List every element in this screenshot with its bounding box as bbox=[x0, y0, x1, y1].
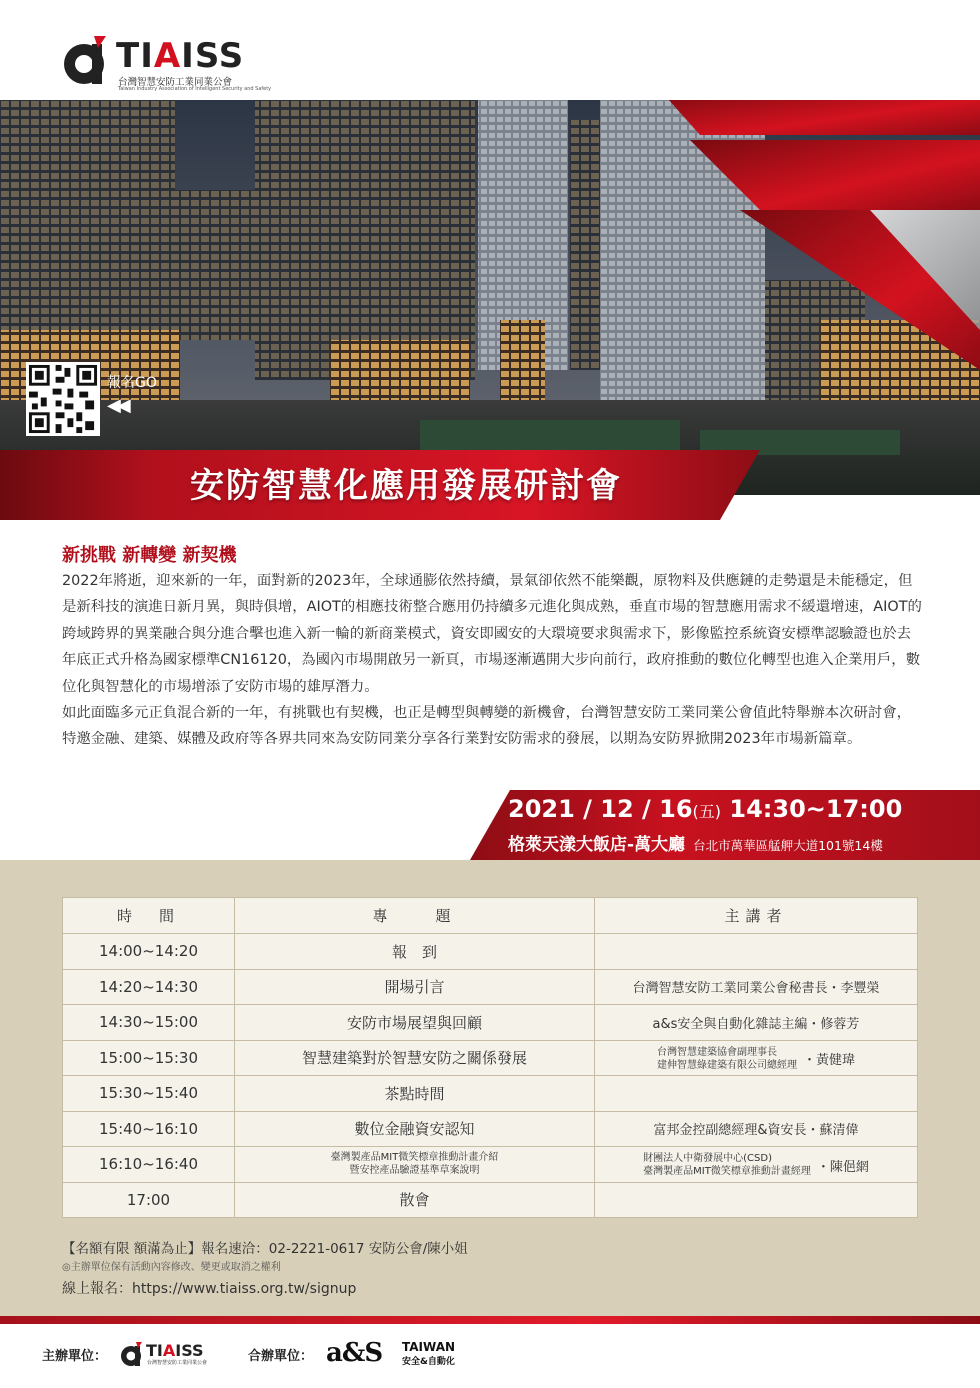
event-time: 14:30~17:00 bbox=[729, 795, 903, 823]
table-row bbox=[63, 1005, 918, 1041]
row-speaker: 富邦金控副總經理&資安長・蘇清偉 bbox=[595, 1111, 918, 1147]
row-topic: 報 到 bbox=[235, 934, 595, 970]
row-topic: 散會 bbox=[235, 1182, 595, 1218]
as-logo-subtitle: 安全&自動化 bbox=[402, 1357, 455, 1367]
tiaiss-logo-mark-icon bbox=[118, 1341, 146, 1367]
schedule-table bbox=[62, 897, 918, 1218]
intro-paragraph: 2022年將逝，迎來新的一年，面對新的2023年，全球通膨依然持續，景氣卻依然不能樂觀，原物料及供應鏈的走勢還是未能穩定，但是新科技的演進日新月異，與時俱增，AIOT的相應技術整合應用仍持續多元進化與成熟，垂直市場的智慧應用需求不緩還增速，AIOT的跨域跨界的異業融合與分進合擊也進入新一輪的新商業模式，資安即國安的大環境要求與需求下，影像監控系統資安標準認驗證也於去年底正式升格為國家標準CN16120，為國內市場開啟另一新頁，市場逐漸邁開大步向前行，政府推動的數位化轉型也進入企業用戶，數位化與智慧化的市場增添了安防市場的雄厚潛力。 bbox=[62, 573, 922, 695]
event-venue bbox=[508, 830, 883, 855]
row-speaker bbox=[595, 1147, 918, 1183]
row-speaker: a&s安全與自動化雜誌主編・修蓉芳 bbox=[595, 1005, 918, 1041]
logo-chinese-name: 台灣智慧安防工業同業公會 bbox=[118, 77, 233, 88]
venue-address: 台北市萬華區艋舺大道101號14樓 bbox=[693, 838, 883, 853]
speaker-name: ・陳俋網 bbox=[816, 1159, 869, 1175]
table-row bbox=[63, 1182, 918, 1218]
table-row bbox=[63, 934, 918, 970]
table-row bbox=[63, 969, 918, 1005]
table-row bbox=[63, 1040, 918, 1076]
registration-go-label: 報名GO bbox=[107, 375, 157, 391]
column-header-speaker: 主講者 bbox=[595, 898, 918, 934]
as-logo-mark: a&S bbox=[326, 1338, 383, 1368]
row-speaker: 台灣智慧安防工業同業公會秘書長・李豐榮 bbox=[595, 969, 918, 1005]
registration-contact-note: 【名額有限 額滿為止】報名速洽：02-2221-0617 安防公會/陳小姐 bbox=[62, 1241, 468, 1257]
logo-wordmark: TIAISS bbox=[116, 36, 245, 76]
footer-divider bbox=[0, 1316, 980, 1324]
column-header-topic: 專 題 bbox=[235, 898, 595, 934]
table-header-row bbox=[63, 898, 918, 934]
logo-english-name: Taiwan Industry Association of Intelligent Security and Safety bbox=[118, 86, 272, 92]
row-topic: 智慧建築對於智慧安防之關係發展 bbox=[235, 1040, 595, 1076]
row-topic: 開場引言 bbox=[235, 969, 595, 1005]
intro-paragraph: 如此面臨多元正負混合新的一年，有挑戰也有契機，也正是轉型與轉變的新機會，台灣智慧安防工業同業公會值此特舉辦本次研討會，特邀金融、建築、媒體及政府等各界共同來為安防同業分享各行業對安防需求的發展，以期為安防界掀開2023年市場新篇章。 bbox=[62, 705, 912, 748]
host-logo-chinese-name: 台灣智慧安防工業同業公會 bbox=[147, 1360, 208, 1366]
hero-cityscape-image bbox=[0, 100, 980, 495]
speaker-title-line: 台灣智慧建築協會副理事長 bbox=[656, 1046, 777, 1058]
row-time: 14:20~14:30 bbox=[63, 969, 235, 1005]
host-tiaiss-logo bbox=[118, 1341, 210, 1369]
speaker-title-line: 財團法人中衛發展中心(CSD) bbox=[643, 1153, 772, 1165]
double-left-arrow-icon: ◀◀ bbox=[107, 395, 127, 416]
co-organizer-as-logo bbox=[326, 1338, 466, 1368]
table-row bbox=[63, 1076, 918, 1112]
row-time: 16:10~16:40 bbox=[63, 1147, 235, 1183]
speaker-title-line: 臺灣製產品MIT微笑標章推動計畫經理 bbox=[643, 1166, 811, 1178]
row-time: 15:00~15:30 bbox=[63, 1040, 235, 1076]
row-speaker bbox=[595, 1076, 918, 1112]
online-registration-link[interactable]: 線上報名：https://www.tiaiss.org.tw/signup bbox=[62, 1281, 357, 1297]
row-time: 14:00~14:20 bbox=[63, 934, 235, 970]
row-speaker bbox=[595, 1182, 918, 1218]
row-topic: 安防市場展望與回顧 bbox=[235, 1005, 595, 1041]
row-speaker bbox=[595, 934, 918, 970]
event-title: 安防智慧化應用發展研討會 bbox=[190, 466, 622, 506]
row-time: 15:30~15:40 bbox=[63, 1076, 235, 1112]
event-subtitle: 新挑戰 新轉變 新契機 bbox=[62, 545, 237, 566]
table-row bbox=[63, 1147, 918, 1183]
host-logo-wordmark: TIAISS bbox=[146, 1341, 204, 1360]
row-time: 14:30~15:00 bbox=[63, 1005, 235, 1041]
row-speaker bbox=[595, 1040, 918, 1076]
tiaiss-logo-mark-icon bbox=[58, 34, 114, 86]
registration-qr-code[interactable] bbox=[26, 362, 100, 436]
speaker-name: ・黃健瑋 bbox=[802, 1053, 855, 1069]
tiaiss-logo bbox=[58, 34, 272, 92]
event-datetime bbox=[508, 795, 902, 823]
co-organizer-label: 合辦單位： bbox=[248, 1349, 314, 1364]
row-topic: 數位金融資安認知 bbox=[235, 1111, 595, 1147]
organizer-rights-note: ◎主辦單位保有活動內容修改、變更或取消之權利 bbox=[62, 1262, 281, 1273]
table-row bbox=[63, 1111, 918, 1147]
intro-text bbox=[62, 568, 922, 753]
event-weekday: (五) bbox=[692, 802, 722, 821]
column-header-time: 時 間 bbox=[63, 898, 235, 934]
as-logo-taiwan: TAIWAN bbox=[402, 1340, 456, 1354]
row-topic: 茶點時間 bbox=[235, 1076, 595, 1112]
venue-name: 格萊天漾大飯店-萬大廳 bbox=[508, 835, 686, 855]
speaker-title-line: 建伸智慧綠建築有限公司總經理 bbox=[656, 1059, 797, 1071]
row-time: 15:40~16:10 bbox=[63, 1111, 235, 1147]
topic-line: 臺灣製產品MIT微笑標章推動計畫介紹 bbox=[330, 1152, 499, 1164]
topic-line: 暨安控產品驗證基準草案說明 bbox=[349, 1165, 480, 1177]
row-topic bbox=[235, 1147, 595, 1183]
host-label: 主辦單位： bbox=[42, 1349, 108, 1364]
row-time: 17:00 bbox=[63, 1182, 235, 1218]
event-date: 2021 / 12 / 16 bbox=[508, 795, 693, 823]
